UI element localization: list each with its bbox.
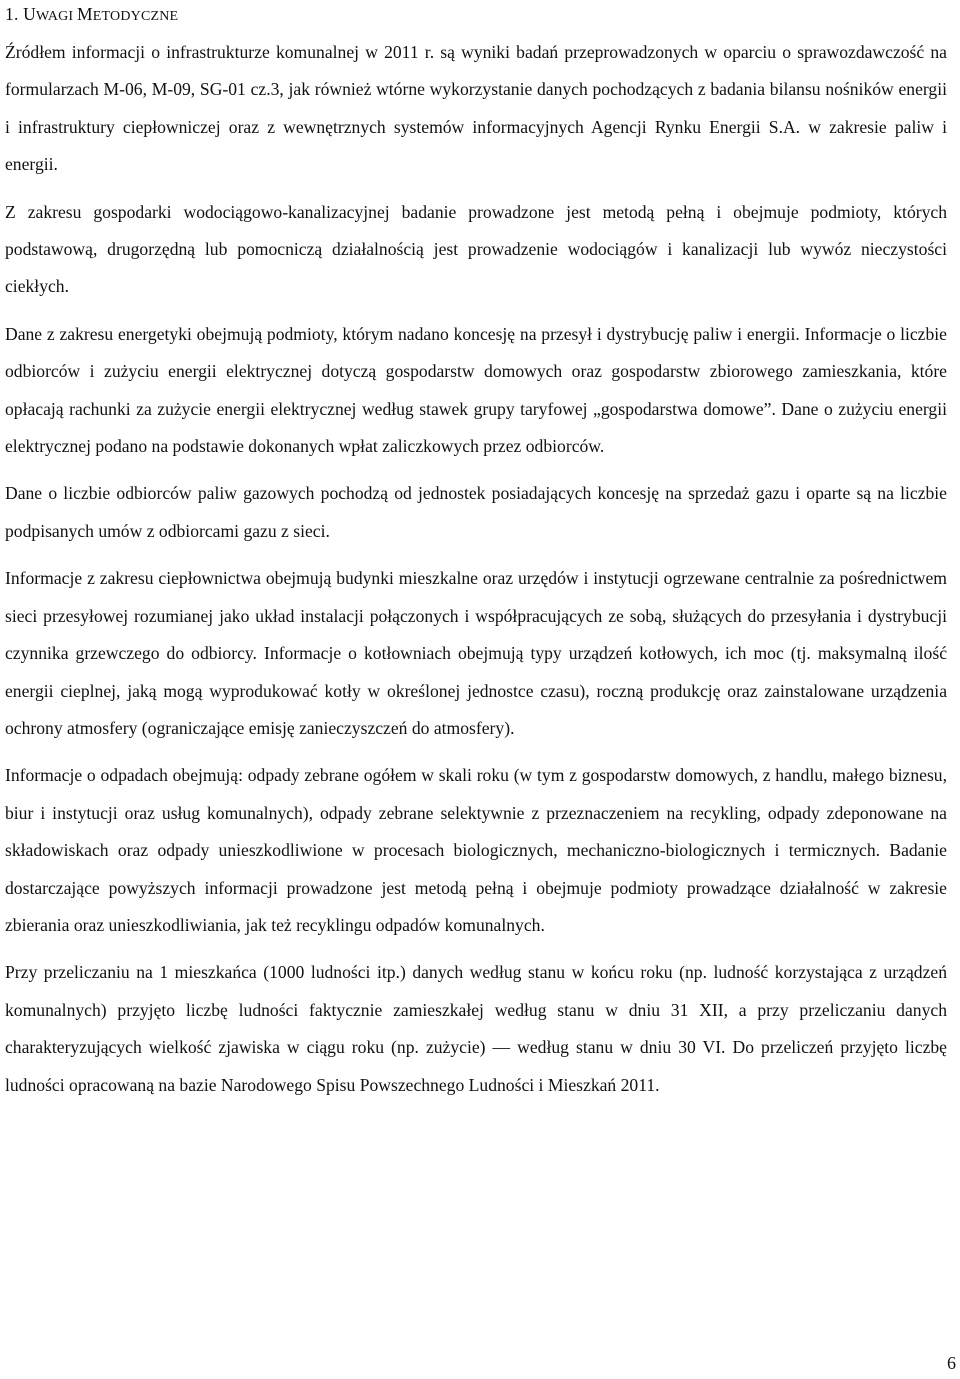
paragraph-sources: Źródłem informacji o infrastrukturze komunalnej w 2011 r. są wyniki badań przeprowadzonych w oparciu o sprawozdawczość na formularzach M-06, M-09, SG-01 cz.3, jak również wtórne wykorzystanie danych pochodzących z badania bilansu nośników energii i infrastruktury ciepłowniczej oraz z wewnętrznych systemów informacyjnych Agencji Rynku Energii S.A. w zakresie paliw i energii. xyxy=(5,42,947,175)
paragraph-gas: Dane o liczbie odbiorców paliw gazowych pochodzą od jednostek posiadających koncesję na sprzedaż gazu i oparte są na liczbie podpisanych umów z odbiorcami gazu z sieci. xyxy=(5,483,947,541)
heading-initial: U xyxy=(23,4,36,24)
paragraph-per-capita: Przy przeliczaniu na 1 mieszkańca (1000 ludności itp.) danych według stanu w końcu roku (np. ludność korzystająca z urządzeń komunalnych) przyjęto liczbę ludności faktycznie zamieszkałej według stanu w dniu 31 XII, a przy przeliczaniu danych charakteryzujących wielkość zjawiska w ciągu roku (np. zużycie) — według stanu w dniu 30 VI. Do przeliczeń przyjęto liczbę ludności opracowaną na bazie Narodowego Spisu Powszechnego Ludności i Mieszkań 2011. xyxy=(5,962,947,1095)
section-heading xyxy=(5,0,947,29)
paragraph-energy: Dane z zakresu energetyki obejmują podmioty, którym nadano koncesję na przesył i dystrybucję paliw i energii. Informacje o liczbie odbiorców i zużyciu energii elektrycznej dotyczą gospodarstw domowych oraz gospodarstw zbiorowego zamieszkania, które opłacają rachunki za zużycie energii elektrycznej według stawek grupy taryfowej „gospodarstwa domowe”. Dane o zużyciu energii elektrycznej podano na podstawie dokonanych wpłat zaliczkowych przez odbiorców. xyxy=(5,323,947,457)
document-page xyxy=(5,0,947,1104)
heading-initial-second: M xyxy=(77,4,93,24)
heading-rest-second: ETODYCZNE xyxy=(92,9,179,24)
paragraph-heating: Informacje z zakresu ciepłownictwa obejmują budynki mieszkalne oraz urzędów i instytucji ogrzewane centralnie za pośrednictwem sieci przesyłowej rozumianej jako układ instalacji połączonych i współpracujących ze sobą, służących do przesyłania i dystrybucji czynnika grzewczego do odbiorcy. Informacje o kotłowniach obejmują typy urządzeń kotłowych, ich moc (tj. maksymalną ilość energii cieplnej, jaką mogą wyprodukować kotły w określonej jednostce czasu), roczną produkcję oraz zainstalowane urządzenia ochrony atmosfery (ograniczające emisję zanieczyszczeń do atmosfery). xyxy=(5,568,947,738)
heading-rest-first: WAGI xyxy=(35,9,77,24)
heading-number: 1. xyxy=(5,4,19,24)
page-number: 6 xyxy=(947,1353,956,1373)
paragraph-water-sewage: Z zakresu gospodarki wodociągowo-kanalizacyjnej badanie prowadzone jest metodą pełną i obejmuje podmioty, których podstawową, drugorzędną lub pomocniczą działalnością jest prowadzenie wodociągów i kanalizacji lub wywóz nieczystości ciekłych. xyxy=(5,201,947,297)
paragraph-waste: Informacje o odpadach obejmują: odpady zebrane ogółem w skali roku (w tym z gospodarstw domowych, z handlu, małego biznesu, biur i instytucji oraz usług komunalnych), odpady zebrane selektywnie z przeznaczeniem na recykling, odpady zdeponowane na składowiskach oraz odpady unieszkodliwione w procesach biologicznych, mechaniczno-biologicznych i termicznych. Badanie dostarczające powyższych informacji prowadzone jest metodą pełną i obejmuje podmioty prowadzące działalność w zakresie zbierania oraz unieszkodliwiania, jak też recyklingu odpadów komunalnych. xyxy=(5,765,947,935)
